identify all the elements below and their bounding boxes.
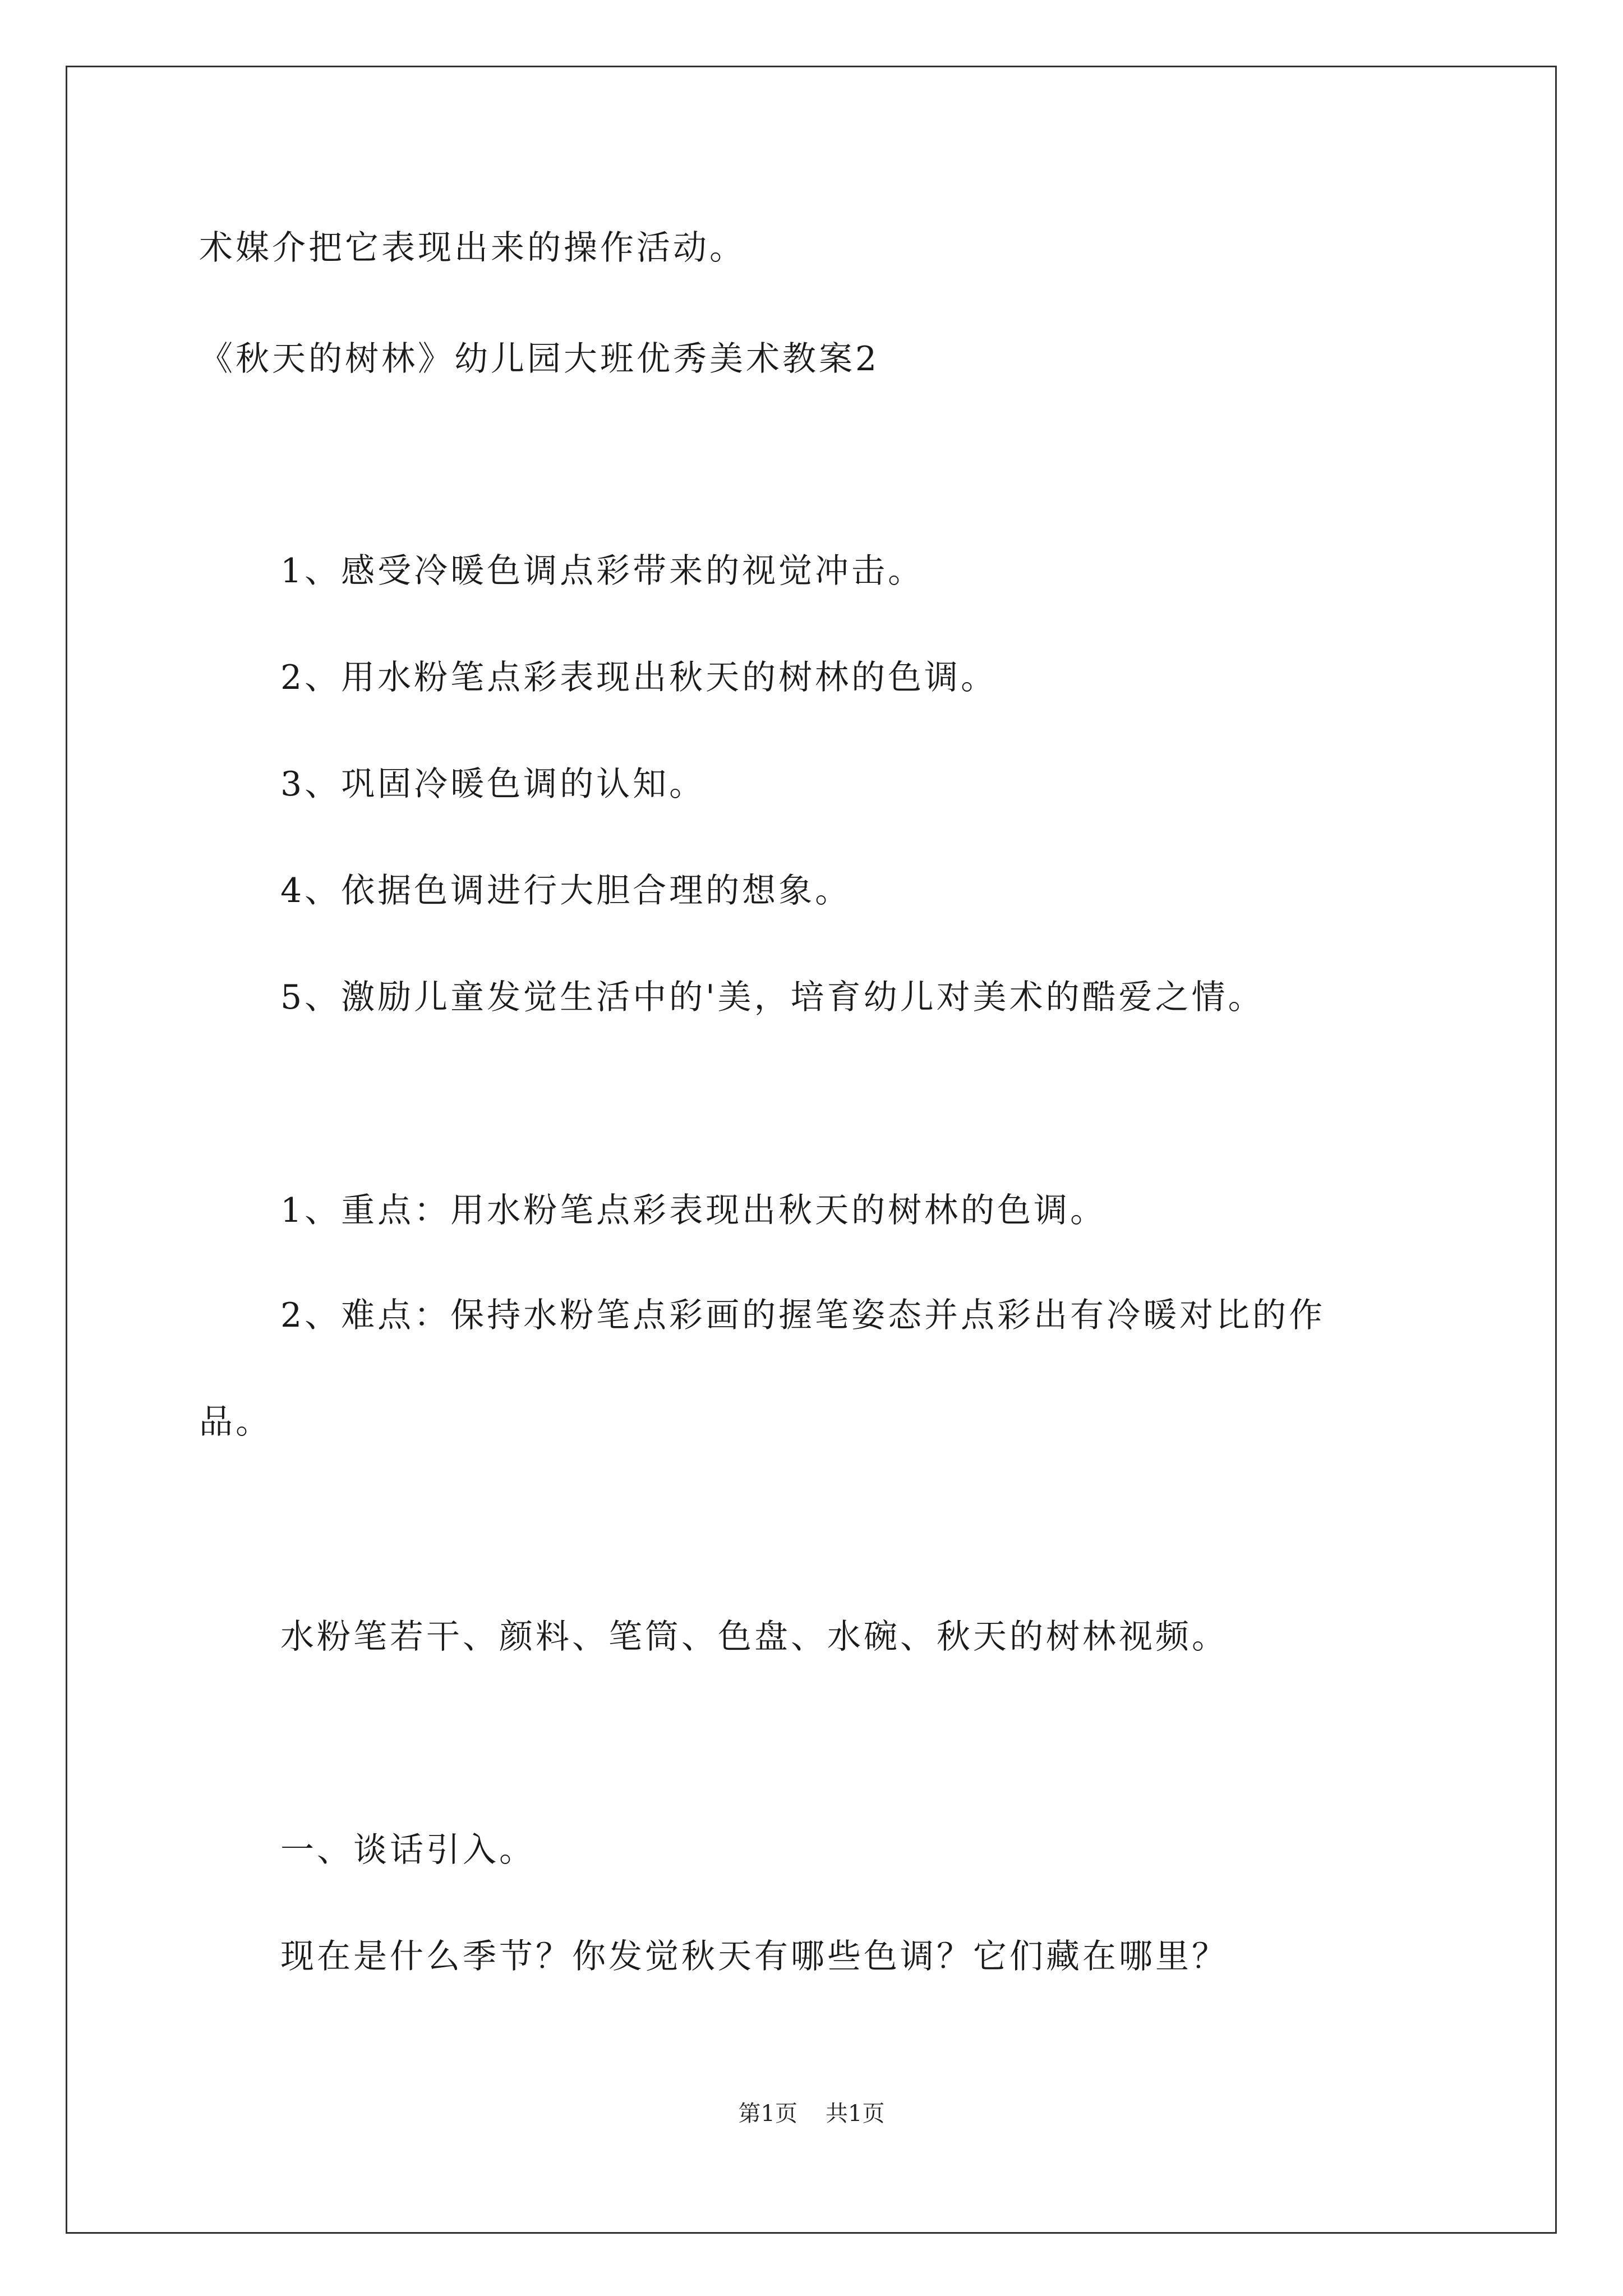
objective-item-2: 2、用水粉笔点彩表现出秋天的树林的色调。 bbox=[280, 658, 998, 697]
difficult-point: 2、难点：保持水粉笔点彩画的握笔姿态并点彩出有冷暖对比的作 bbox=[280, 1296, 1326, 1335]
activity-step-heading: 一、谈话引入。 bbox=[280, 1830, 536, 1870]
objective-item-4: 4、依据色调进行大胆合理的想象。 bbox=[280, 871, 852, 910]
materials-list: 水粉笔若干、颜料、笔筒、色盘、水碗、秋天的树林视频。 bbox=[280, 1617, 1228, 1657]
page-border bbox=[66, 66, 1557, 2234]
activity-step-text: 现在是什么季节？你发觉秋天有哪些色调？它们藏在哪里？ bbox=[280, 1937, 1228, 1976]
page-total: 共1页 bbox=[826, 2101, 885, 2127]
difficult-point-continuation: 品。 bbox=[199, 1402, 272, 1442]
section-heading: 《秋天的树林》幼儿园大班优秀美术教案2 bbox=[199, 339, 880, 379]
key-point: 1、重点：用水粉笔点彩表现出秋天的树林的色调。 bbox=[280, 1191, 1107, 1230]
page-footer bbox=[0, 2102, 1623, 2125]
objective-item-5: 5、激励儿童发觉生活中的'美，培育幼儿对美术的酷爱之情。 bbox=[280, 978, 1265, 1017]
paragraph-continuation: 术媒介把它表现出来的操作活动。 bbox=[199, 228, 746, 268]
objective-item-1: 1、感受冷暖色调点彩带来的视觉冲击。 bbox=[280, 551, 925, 591]
objective-item-3: 3、巩固冷暖色调的认知。 bbox=[280, 765, 706, 804]
page-number: 第1页 bbox=[738, 2101, 797, 2127]
